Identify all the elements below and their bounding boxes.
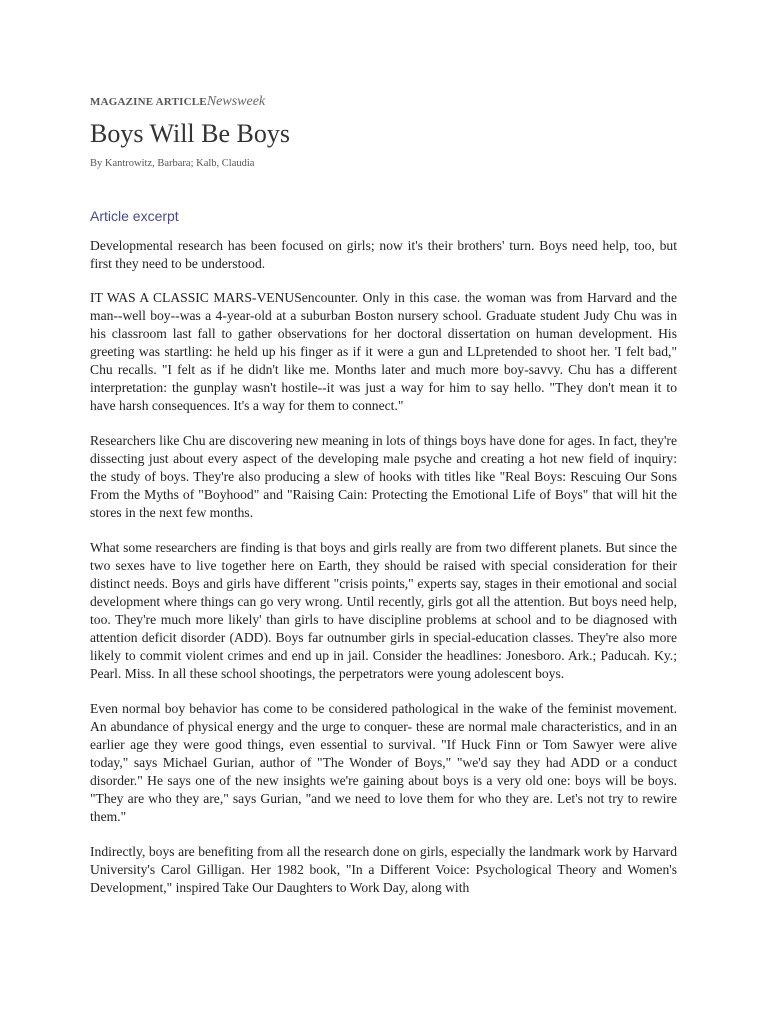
article-paragraph: Indirectly, boys are benefiting from all the research done on girls, especially the landmark work by Harvard University's Carol Gilligan. Her 1982 book, "In a Different Voice: Psychological Theory and Women's Development," inspired Take Our Daughters to Work Day, along with [90, 844, 677, 895]
article-byline: By Kantrowitz, Barbara; Kalb, Claudia [90, 158, 255, 169]
article-body [90, 237, 677, 914]
article-paragraph: Researchers like Chu are discovering new meaning in lots of things boys have done for ages. In fact, they're dissecting just about every aspect of the developing male psyche and creating a hot new field of inquiry: the study of boys. They're also producing a slew of hooks with titles like "Real Boys: Rescuing Our Sons From the Myths of "Boyhood" and "Raising Cain: Protecting the Emotional Life of Boys" that will hit the stores in the next few months. [90, 433, 677, 520]
article-type-label: MAGAZINE ARTICLE [90, 96, 207, 108]
article-title: Boys Will Be Boys [90, 119, 291, 148]
article-paragraph: Even normal boy behavior has come to be considered pathological in the wake of the feminist movement. An abundance of physical energy and the urge to conquer- these are normal male characteristics, and in an earlier age they were good things, even essential to survival. "If Huck Finn or Tom Sawyer were alive today," says Michael Gurian, author of "The Wonder of Boys," "we'd say they had ADD or a conduct disorder." He says one of the new insights we're gaining about boys is a very old one: boys will be boys. "They are who they are," says Gurian, "and we need to love them for who they are. Let's not try to rewire them." [90, 701, 677, 824]
article-kicker [90, 92, 265, 110]
article-paragraph: What some researchers are finding is that boys and girls really are from two different planets. But since the two sexes have to live together here on Earth, they should be raised with special consideration for their distinct needs. Boys and girls have different "crisis points," experts say, stages in their emotional and social development where things can go very wrong. Until recently, girls got all the attention. But boys need help, too. They're much more likely' than girls to have discipline problems at school and to be diagnosed with attention deficit disorder (ADD). Boys far outnumber girls in special-education classes. They're also more likely to commit violent crimes and end up in jail. Consider the headlines: Jonesboro. Ark.; Paducah. Ky.; Pearl. Miss. In all these school shootings, the perpetrators were young adolescent boys. [90, 540, 677, 681]
excerpt-heading: Article excerpt [90, 208, 179, 224]
publication-name[interactable]: Newsweek [206, 94, 266, 109]
article-paragraph: Developmental research has been focused on girls; now it's their brothers' turn. Boys need help, too, but first they need to be understood. [90, 238, 677, 271]
article-paragraph: IT WAS A CLASSIC MARS-VENUSencounter. Only in this case. the woman was from Harvard and the man--well boy--was a 4-year-old at a suburban Boston nursery school. Graduate student Judy Chu was in his classroom last fall to gather observations for her doctoral dissertation on human development. His greeting was startling: he held up his finger as if it were a gun and LLpretended to shoot her. 'I felt bad," Chu recalls. "I felt as if he didn't like me. Months later and much more boy-savvy. Chu has a different interpretation: the gunplay wasn't hostile--it was just a way for him to say hello. "They don't mean it to have harsh consequences. It's a way for them to connect." [90, 290, 677, 413]
